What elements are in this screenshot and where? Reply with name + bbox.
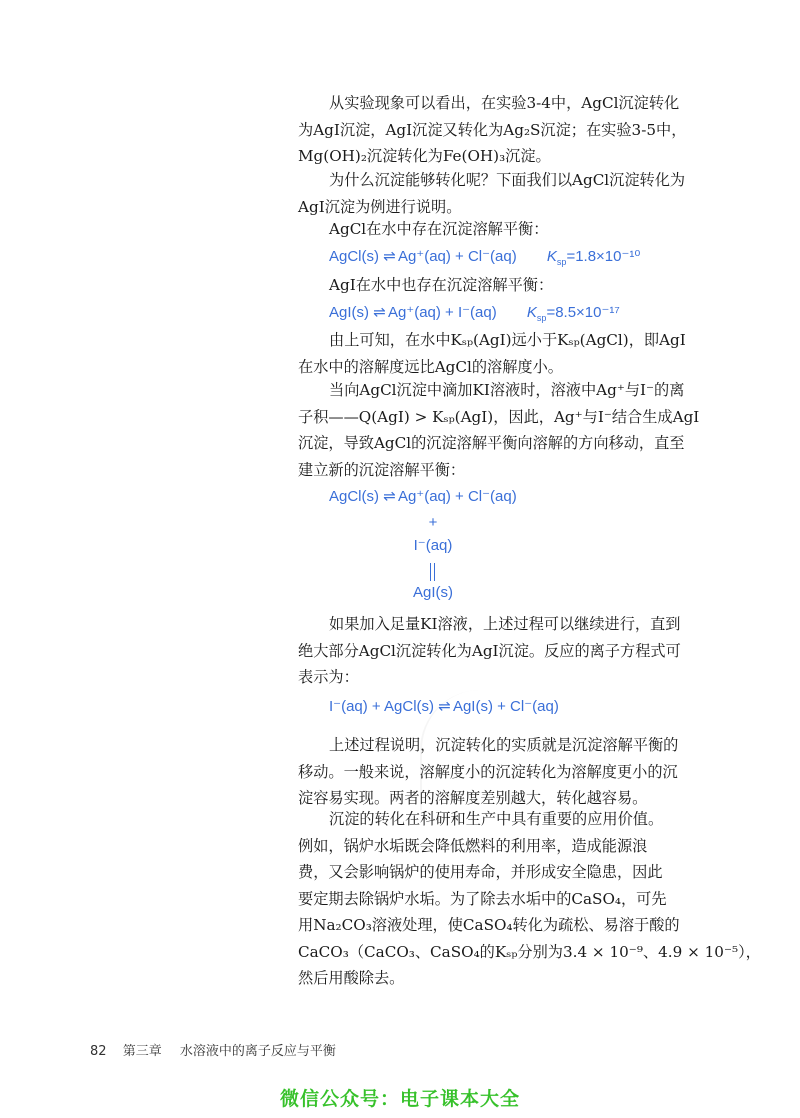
page-number: 82 bbox=[90, 1044, 107, 1059]
scheme-reactant: AgCl(s) bbox=[329, 488, 380, 505]
text-line: 淀容易实现。两者的溶解度差别越大，转化越容易。 bbox=[298, 789, 648, 807]
paragraph-ksp-comparison bbox=[298, 327, 696, 380]
text-line: 费，又会影响锅炉的使用寿命，并形成安全隐患，因此 bbox=[298, 863, 663, 881]
equation-reactants: I⁻(aq) + AgCl(s) bbox=[329, 698, 435, 715]
page-footer bbox=[90, 1040, 336, 1059]
text-line: 上述过程说明，沉淀转化的实质就是沉淀溶解平衡的 bbox=[329, 736, 679, 754]
ksp-value: =1.8×10⁻¹⁰ bbox=[566, 248, 641, 265]
text-line: AgI沉淀为例进行说明。 bbox=[298, 197, 462, 216]
text-line: 沉淀的转化在科研和生产中具有重要的应用价值。 bbox=[329, 810, 664, 828]
text-line: 为什么沉淀能够转化呢？下面我们以AgCl沉淀转化为 bbox=[329, 171, 686, 189]
ksp-subscript: sp bbox=[536, 313, 547, 323]
text-line: 要定期去除锅炉水垢。为了除去水垢中的CaSO₄，可先 bbox=[298, 889, 667, 908]
text-line: 用Na₂CO₃溶液处理，使CaSO₄转化为疏松、易溶于酸的 bbox=[298, 916, 680, 934]
chapter-label: 第三章 bbox=[122, 1044, 162, 1059]
ksp-symbol: K bbox=[546, 248, 557, 265]
scheme-plus: + bbox=[428, 514, 438, 531]
text-line: 绝大部分AgCl沉淀转化为AgI沉淀。反应的离子方程式可 bbox=[298, 641, 681, 660]
scheme-equilibrium bbox=[329, 487, 517, 505]
equation-products: Ag⁺(aq) + Cl⁻(aq) bbox=[397, 248, 517, 265]
paragraph-agi-equilibrium-intro bbox=[298, 272, 696, 299]
text-line: 例如，锅炉水垢既会降低燃料的利用率，造成能源浪 bbox=[298, 836, 648, 855]
equation-products: AgI(s) + Cl⁻(aq) bbox=[452, 698, 559, 715]
text-line: 为AgI沉淀，AgI沉淀又转化为Ag₂S沉淀；在实验3-5中， bbox=[298, 120, 687, 139]
text-line: Mg(OH)₂沉淀转化为Fe(OH)₃沉淀。 bbox=[298, 147, 551, 165]
equilibrium-arrow-icon: ⇌ bbox=[438, 698, 453, 715]
scheme-agi-product: AgI(s) bbox=[412, 584, 454, 601]
equilibrium-arrow-icon: ⇌ bbox=[383, 488, 398, 505]
ksp-expression bbox=[527, 304, 620, 321]
ksp-subscript: sp bbox=[556, 257, 567, 267]
text-line: 沉淀，导致AgCl的沉淀溶解平衡向溶解的方向移动，直至 bbox=[298, 434, 685, 452]
equilibrium-arrow-icon: ⇌ bbox=[383, 248, 398, 265]
scheme-iodide-ion: I⁻(aq) bbox=[413, 537, 453, 554]
paragraph-experiment-observation bbox=[298, 90, 696, 170]
equation-reactant: AgCl(s) bbox=[329, 248, 380, 265]
scheme-products: Ag⁺(aq) + Cl⁻(aq) bbox=[397, 488, 517, 505]
text-line: AgCl在水中存在沉淀溶解平衡： bbox=[329, 220, 549, 238]
ksp-value: =8.5×10⁻¹⁷ bbox=[546, 304, 620, 321]
chapter-title: 水溶液中的离子反应与平衡 bbox=[179, 1044, 336, 1059]
text-line: 在水中的溶解度远比AgCl的溶解度小。 bbox=[298, 357, 563, 376]
ksp-expression bbox=[547, 248, 641, 265]
paragraph-ki-addition bbox=[298, 377, 700, 483]
text-line: 子积——Q(AgI) > Kₛₚ(AgI)，因此，Ag⁺与I⁻结合生成AgI bbox=[298, 407, 700, 426]
text-line: AgI在水中也存在沉淀溶解平衡： bbox=[329, 276, 554, 294]
text-line: 表示为： bbox=[298, 668, 359, 686]
text-line: 当向AgCl沉淀中滴加KI溶液时，溶液中Ag⁺与I⁻的离 bbox=[329, 381, 685, 399]
double-down-arrow-icon bbox=[430, 563, 435, 581]
paragraph-applications bbox=[298, 806, 761, 992]
text-line: 然后用酸除去。 bbox=[298, 969, 405, 987]
paragraph-agcl-equilibrium-intro bbox=[298, 216, 696, 243]
text-line: 移动。一般来说，溶解度小的沉淀转化为溶解度更小的沉 bbox=[298, 762, 678, 781]
equilibrium-arrow-icon: ⇌ bbox=[373, 304, 388, 321]
paragraph-excess-ki bbox=[298, 611, 696, 691]
ksp-symbol: K bbox=[526, 304, 537, 321]
paragraph-essence-of-conversion bbox=[298, 732, 696, 812]
text-line: 由上可知，在水中Kₛₚ(AgI)远小于Kₛₚ(AgCl)，即AgI bbox=[329, 331, 686, 349]
paragraph-why-conversion bbox=[298, 167, 696, 220]
equation-reactant: AgI(s) bbox=[329, 304, 370, 321]
text-line: CaCO₃（CaCO₃、CaSO₄的Kₛₚ分别为3.4 × 10⁻⁹、4.9 × 10⁻⁵）， bbox=[298, 942, 761, 961]
equation-agi-dissolution bbox=[329, 303, 620, 321]
text-line: 从实验现象可以看出，在实验3-4中，AgCl沉淀转化 bbox=[329, 94, 680, 112]
equation-products: Ag⁺(aq) + I⁻(aq) bbox=[387, 304, 497, 321]
wechat-watermark: 微信公众号：电子课本大全 bbox=[279, 1088, 520, 1110]
text-line: 如果加入足量KI溶液，上述过程可以继续进行，直到 bbox=[329, 615, 681, 633]
text-line: 建立新的沉淀溶解平衡： bbox=[298, 460, 466, 479]
equation-agcl-dissolution bbox=[329, 247, 640, 265]
